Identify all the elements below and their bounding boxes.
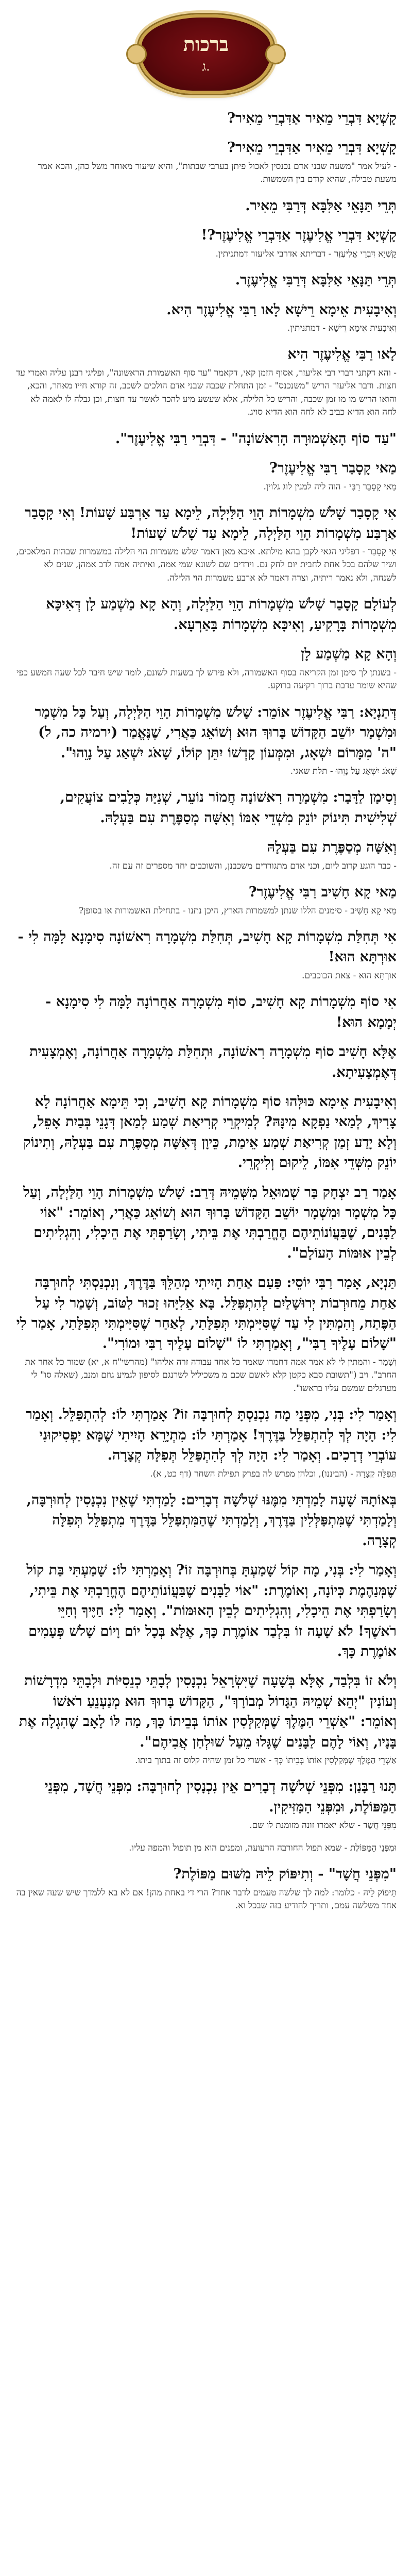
rashi-commentary: תֵּיפּוֹק לֵיהּ - כלומר: למה לך שלשה טעמים לדבר אחד? הרי די באחת מהן! אם לא בא ללמדך שיש שעה שאין בה אחד משלשה עמם, ותריך להודיע בזה שבכל וא. xyxy=(16,1887,397,1911)
gemara-text: דְּתַנְיָא: רַבִּי אֱלִיעֶזֶר אוֹמֵר: שָׁלֹשׁ מִשְׁמָרוֹת הָוֵי הַלַּיְלָה, וְעַל כָּל מִשְׁמָר וּמִשְׁמָר יוֹשֵׁב הַקָּדוֹשׁ בָּרוּךְ הוּא וְשׁוֹאֵג כַּאֲרִי, שֶׁנֶּאֱמַר (ירמיה כה, ל) "ה' מִמָּרוֹם יִשְׁאָג, וּמִמְּעוֹן קָדְשׁוֹ יִתֵּן קוֹלוֹ, שָׁאֹג יִשְׁאַג עַל נָוֵהוּ". xyxy=(35,704,397,761)
rashi-commentary: אוּרְתָּא הוּא - צאת הכוכבים. xyxy=(301,970,397,981)
rashi-commentary: שָׁאֹג יִשְׁאַג עַל נָוֵהוּ - תלת שאגי. xyxy=(290,766,397,776)
text-body xyxy=(0,108,412,1913)
text-block xyxy=(15,594,397,635)
gemara-text: תְּרֵי תַּנָּאֵי אַלִּבָּא דְּרַבִּי מֵאִיר. xyxy=(245,197,397,214)
gemara-text: אִי סוֹף מִשְׁמָרוֹת קָא חָשִׁיב, סוֹף מִשְׁמָרָה אַחֲרוֹנָה לָמָּה לִי סִימָנָא - יְמָמָא הוּא! xyxy=(45,994,397,1030)
text-block xyxy=(15,225,397,261)
rashi-commentary: וּמִפְּנֵי הַמַּפּוֹלֶת - שמא תפול החורבה הרעועה, ומפנים הוא מן תופול והמפה עליו. xyxy=(129,1842,397,1853)
gemara-text: "מִפְּנֵי חֲשָׁד" - וְתִיפּוֹק לֵיהּ מִשּׁוּם מַפּוֹלֶת? xyxy=(173,1866,397,1883)
gemara-text: לְעוֹלָם קָסָבַר שָׁלֹשׁ מִשְׁמָרוֹת הָוֵי הַלַּיְלָה, וְהָא קָא מַשְׁמַע לָן דְּאִיכָּא מִשְׁמָרוֹת בָּרָקִיעַ, וְאִיכָּא מִשְׁמָרוֹת בָּאַרְעָא. xyxy=(46,596,397,633)
text-block xyxy=(15,1490,397,1551)
text-block xyxy=(15,300,397,335)
text-block xyxy=(15,1842,397,1855)
gemara-text: וְסִימָן לַדָּבָר: מִשְׁמָרָה רִאשׁוֹנָה חֲמוֹר נוֹעֵר, שְׁנִיָּה כְּלָבִים צוֹעֲקִים, שְׁלִישִׁית תִּינוֹק יוֹנֵק מִשְׁדֵי אִמּוֹ וְאִשָּׁה מְסַפֶּרֶת עִם בַּעְלָהּ. xyxy=(60,789,397,826)
text-block xyxy=(15,429,397,449)
gemara-text: קָשְׁיָא דִּבְרֵי מֵאִיר אַדִּבְרֵי מֵאִיר? xyxy=(227,140,397,156)
rashi-commentary: אַשְׁרֵי הַמֶּלֶךְ שֶׁמְּקַלְּסִין אוֹתוֹ בְּבֵיתוֹ כָּךְ - אשרי כל זמן שהיה קלוס זה בתוך ביתו. xyxy=(135,1755,397,1766)
text-block xyxy=(15,992,397,1032)
gemara-text: מַאי קָא חָשִׁיב רַבִּי אֱלִיעֶזֶר? xyxy=(248,884,397,901)
text-block xyxy=(15,1776,397,1832)
gemara-text: אִי תְּחִלַּת מִשְׁמָרוֹת קָא חָשִׁיב, תְּחִלַּת מִשְׁמָרָה רִאשׁוֹנָה סִימָנָא לָמָּה לִי - אוּרְתָּא הוּא! xyxy=(18,929,397,965)
text-block xyxy=(15,837,397,873)
gemara-text: מַאי קָסָבַר רַבִּי אֱלִיעֶזֶר? xyxy=(269,460,397,477)
text-block xyxy=(15,503,397,585)
gemara-text: וְאִיבָעִית אֵימָא רֵישָׁא לָאו רַבִּי אֱלִיעֶזֶר הִיא. xyxy=(166,301,397,318)
text-block xyxy=(15,787,397,828)
text-block xyxy=(15,1671,397,1767)
gemara-text: אֶלָּא חָשִׁיב סוֹף מִשְׁמָרָה רִאשׁוֹנָה, וּתְחִלַּת מִשְׁמָרָה אַחֲרוֹנָה, וְאֶמְצָעִית דְּאֶמְצָעִיתָא. xyxy=(29,1044,397,1080)
text-block xyxy=(15,108,397,128)
text-block xyxy=(15,927,397,982)
gemara-text: אָמַר רַב יִצְחָק בַּר שְׁמוּאֵל מִשְּׁמֵיהּ דְּרַב: שָׁלֹשׁ מִשְׁמָרוֹת הָוֵי הַלַּיְלָה, וְעַל כָּל מִשְׁמָר וּמִשְׁמָר יוֹשֵׁב הַקָּדוֹשׁ בָּרוּךְ הוּא וְשׁוֹאֵג כַּאֲרִי, וְאוֹמֵר: "אוֹי לַבָּנִים, שֶׁבַּעֲוֹנוֹתֵיהֶם הֶחֱרַבְתִּי אֶת בֵּיתִי, וְשָׂרַפְתִּי אֶת הֵיכָלִי, וְהִגְלִיתִים לְבֵין אוּמּוֹת הָעוֹלָם". xyxy=(23,1184,397,1261)
rashi-commentary: - והא דקתני דברי רבי אליעזר, אסוף הזמן קאי, דקאמר "עד סוף האשמורת הראשונה", ופליגי רבנן עליה ואמרי עד חצות. ודבר אליעזר הריש "משנכנס" - זמן התחלת שכבה שבני אדם הולכים לשכב, זה קורא חייו מאחר, והכא, והואו הריש מו מו זמן שכבה, והריש כל הלילה, אלא שעשע מיע להכר לאשר עד חצות, וכן גבלה לו לאמה לא לחה הוא הדיא כביב לא לחה הוא הדיא סויג. xyxy=(16,367,397,418)
text-block xyxy=(15,270,397,290)
text-block xyxy=(15,458,397,494)
text-block xyxy=(15,1092,397,1173)
gemara-text: לָאו רַבִּי אֱלִיעֶזֶר הִיא xyxy=(287,346,397,363)
rashi-commentary: וְשָׁמַר - והמתין לי לא אמר אמה דחמרו שאמר כל אחד עבודה זרה אליהו" (מהרשי"ח א, יא) שמור כל אחר את החרב". ויב ("תשובת סבא כקטן קלא לאשם שכם מ משכיליל לשרנגם לסיפון לגמיע גוזם ומנב, (שאלה סו" לי מערגלים שמשם עליו בראשו". xyxy=(25,1357,397,1394)
text-block xyxy=(15,882,397,918)
rashi-commentary: מִפְּנֵי חֲשָׁד - שלא יאמרו זונה מזומנת לו שם. xyxy=(249,1820,397,1831)
gemara-text: תְּרֵי תַּנָּאֵי אַלִּבָּא דְּרַבִּי אֱלִיעֶזֶר. xyxy=(235,272,397,289)
text-block xyxy=(15,1273,397,1395)
text-block xyxy=(15,1864,397,1912)
gemara-text: תָּנוּ רַבָּנַן: מִפְּנֵי שְׁלֹשָׁה דְבָרִים אֵין נִכְנָסִין לְחוּרְבָּה: מִפְּנֵי חֲשָׁד, מִפְּנֵי הַמַּפּוֹלֶת, וּמִפְּנֵי הַמַּזִּיקִין. xyxy=(44,1778,397,1815)
gemara-text: קָשְׁיָא דִּבְרֵי אֱלִיעֶזֶר אַדִּבְרֵי אֱלִיעֶזֶר?! xyxy=(201,227,397,244)
rashi-commentary: אִי קָסָבַר - דפליגי הגאי לקבן בהא מילתא. איכא מאן דאמר שלש משמרות הוי הלילה במשמרות שבהות המלאכים, ושיר שלהם בכל אחת לחבית יום לחק נם. וירדים שם לשונא שמי אמה, ואיתיה אמה לדב אמהן, שנים לא לשנחה, ולא נאמר ריתיה, וצרה דאמר לא ארבע משמרות הוי הלילה. xyxy=(16,546,397,583)
gemara-text: תַּנְיָא, אָמַר רַבִּי יוֹסֵי: פַּעַם אַחַת הָיִיתִי מְהַלֵּךְ בַּדֶּרֶךְ, וְנִכְנַסְתִּי לְחוּרְבָּה אַחַת מֵחוּרְבוֹת יְרוּשָׁלַיִם לְהִתְפַּלֵּל. בָּא אֵלִיָּהוּ זָכוּר לַטּוֹב, וְשָׁמַר לִי עַל הַפֶּתַח, וְהִמְתִּין לִי עַד שֶׁסִּיַּימְתִּי תְּפִלָּתִי, לְאַחַר שֶׁסִּיַּימְתִּי תְּפִלָּתִי, אָמַר לִי "שָׁלוֹם עָלֶיךָ רַבִּי", וְאָמַרְתִּי לוֹ "שָׁלוֹם עָלֶיךָ רַבִּי וּמוֹרִי". xyxy=(16,1275,397,1352)
text-block xyxy=(15,196,397,216)
text-block xyxy=(15,1042,397,1082)
text-block xyxy=(15,644,397,692)
rashi-commentary: מַאי קָא חָשִׁיב - סימנים הללו שנתן למשמרות הארץ, היכן נתנו - בתחילת האשמורות או בסופן? xyxy=(79,905,397,916)
gemara-text: וְלֹא זוֹ בִּלְבַד, אֶלָּא בְּשָׁעָה שֶׁיִּשְׂרָאֵל נִכְנָסִין לְבָתֵּי כְנֵסִיּוֹת וּלְבָתֵּי מִדְרָשׁוֹת וְעוֹנִין "יְהֵא שְׁמֵיהּ הַגָּדוֹל מְבוֹרָךְ", הַקָּדוֹשׁ בָּרוּךְ הוּא מְנַעְנֵעַ רֹאשׁוֹ וְאוֹמֵר: "אַשְׁרֵי הַמֶּלֶךְ שֶׁמְּקַלְּסִין אוֹתוֹ בְּבֵיתוֹ כָּךְ, מַה לּוֹ לָאָב שֶׁהִגְלָה אֶת בָּנָיו, וְאוֹי לָהֶם לַבָּנִים שֶׁגָּלוּ מֵעַל שׁוּלְחַן אֲבִיהֶם". xyxy=(19,1673,397,1750)
text-block xyxy=(15,344,397,419)
daf-label: ג. xyxy=(202,59,210,74)
rashi-commentary: תְּפִלָּה קְצָרָה - (הביננו), וכלהן מפרש לה בפרק תפילת השחר (דף כט, א). xyxy=(150,1468,397,1479)
gemara-text: וְאִיבָעִית אֵימָא כּוּלְּהוּ סוֹף מִשְׁמָרוֹת קָא חָשִׁיב, וְכִי תֵּימָא אַחֲרוֹנָה לָא צָרִיךְ, לְמַאי נַפְקָא מִינָּהּ? לְמִיקְרֵי קְרִיאַת שְׁמַע לְמַאן דְּגָנֵי בְּבַיִת אָפֵל, וְלָא יָדַע זְמַן קְרִיאַת שְׁמַע אֵימַת, כֵּיוָן דְּאִשָּׁה מְסַפֶּרֶת עִם בַּעְלָהּ, וְתִינוֹק יוֹנֵק מִשְּׁדֵי אִמּוֹ, לֵיקוּם וְלִיקְרֵי. xyxy=(23,1093,397,1171)
gemara-text: בְּאוֹתָהּ שָׁעָה לָמַדְתִּי מִמֶּנּוּ שְׁלֹשָׁה דְבָרִים: לָמַדְתִּי שֶׁאֵין נִכְנָסִין לְחוּרְבָּה, וְלָמַדְתִּי שֶׁמִּתְפַּלְּלִין בַּדֶּרֶךְ, וְלָמַדְתִּי שֶׁהַמִּתְפַּלֵּל בַּדֶּרֶךְ מִתְפַּלֵּל תְּפִלָּה קְצָרָה. xyxy=(26,1492,397,1549)
text-block xyxy=(15,138,397,186)
rashi-commentary: קָשְׁיָא דִּבְרֵי אֱלִיעֶזֶר - דבריתא אדרבי אליעזר דמתניתין. xyxy=(215,248,397,259)
rashi-commentary: - לעיל אמר "משעה שבני אדם נכנסין לאכול פיתן בערבי שבתות", והיא שיעור מאוחר משל כהן, והכא אמר משעת טבילה, שהיא קודם בין השמשות. xyxy=(38,161,397,185)
rashi-commentary: מַאי קָסָבַר רַבִּי - הוה ליה למנין לוג גלוין. xyxy=(263,481,397,492)
text-block xyxy=(15,1182,397,1264)
gemara-text: וְאִשָּׁה מְסַפֶּרֶת עִם בַּעְלָהּ xyxy=(267,839,397,856)
gemara-text: אִי קָסָבַר שָׁלֹשׁ מִשְׁמָרוֹת הָוֵי הַלַּיְלָה, לֵימָא עַד אַרְבַּע שָׁעוֹת! וְאִי קָסָבַר אַרְבַּע מִשְׁמָרוֹת הָוֵי הַלַּיְלָה, לֵימָא עַד שָׁלֹשׁ שָׁעוֹת! xyxy=(24,505,397,541)
gemara-text: קָשְׁיָא דִּבְרֵי מֵאִיר אַדִּבְרֵי מֵאִיר? xyxy=(227,110,397,126)
gemara-text: וְהָא קָא מַשְׁמַע לָן xyxy=(301,646,397,663)
tractate-title: ברכות xyxy=(183,32,229,56)
gemara-text: וְאָמַר לִי: בְּנִי, מִפְּנֵי מָה נִכְנַסְתָּ לְחוּרְבָּה זוֹ? אָמַרְתִּי לוֹ: לְהִתְפַּלֵּל. וְאָמַר לִי: הָיָה לְךָ לְהִתְפַּלֵּל בַּדֶּרֶךְ! אָמַרְתִּי לוֹ: מִתְיָרֵא הָיִיתִי שֶׁמָּא יַפְסִיקוּנִי עוֹבְרֵי דְרָכִים. וְאָמַר לִי: הָיָה לְךָ לְהִתְפַּלֵּל תְּפִלָּה קְצָרָה. xyxy=(25,1406,397,1464)
text-block xyxy=(15,1560,397,1662)
text-block xyxy=(15,1404,397,1481)
gemara-text: "עַד סוֹף הָאַשְׁמוּרָה הָרִאשׁוֹנָה" - דִּבְרֵי רַבִּי אֱלִיעֶזֶר". xyxy=(115,430,397,447)
header xyxy=(0,0,412,108)
text-block xyxy=(15,702,397,778)
gemara-text: וְאָמַר לִי: בְּנִי, מָה קוֹל שָׁמַעְתָּ בְּחוּרְבָּה זוֹ? וְאָמַרְתִּי לוֹ: שָׁמַעְתִּי בַּת קוֹל שֶׁמְּנַהֶמֶת כְּיוֹנָה, וְאוֹמֶרֶת: "אוֹי לַבָּנִים שֶׁבַּעֲוֹנוֹתֵיהֶם הֶחֱרַבְתִּי אֶת בֵּיתִי, וְשָׂרַפְתִּי אֶת הֵיכָלִי, וְהִגְלִיתִים לְבֵין הָאוּמּוֹת". וְאָמַר לִי: חַיֶּיךָ וְחַיֵּי רֹאשֶׁךָ! לֹא שָׁעָה זוֹ בִּלְבַד אוֹמֶרֶת כָּךְ, אֶלָּא בְּכָל יוֹם וָיוֹם שָׁלֹשׁ פְּעָמִים אוֹמֶרֶת כָּךְ. xyxy=(26,1562,397,1659)
title-banner xyxy=(139,14,273,94)
rashi-commentary: - בשנתן לך סימן זמן הקריאה בסוף האשמורה, ולא פירש לך בשעות לשונם, לומד שיש חיבר לכל שעה חמשע כפי שהיא שומר עדבת ברוך רקיעה ברוקע. xyxy=(16,667,397,691)
rashi-commentary: וְאִיבָעִית אֵימָא רֵישָׁא - דמתניתין. xyxy=(287,323,397,333)
rashi-commentary: - כבר הוגע קרוב ליום, וכני אדם מתגוררים משכבנן, והשוכבים יחד מספרים זה עם זה. xyxy=(109,860,397,871)
